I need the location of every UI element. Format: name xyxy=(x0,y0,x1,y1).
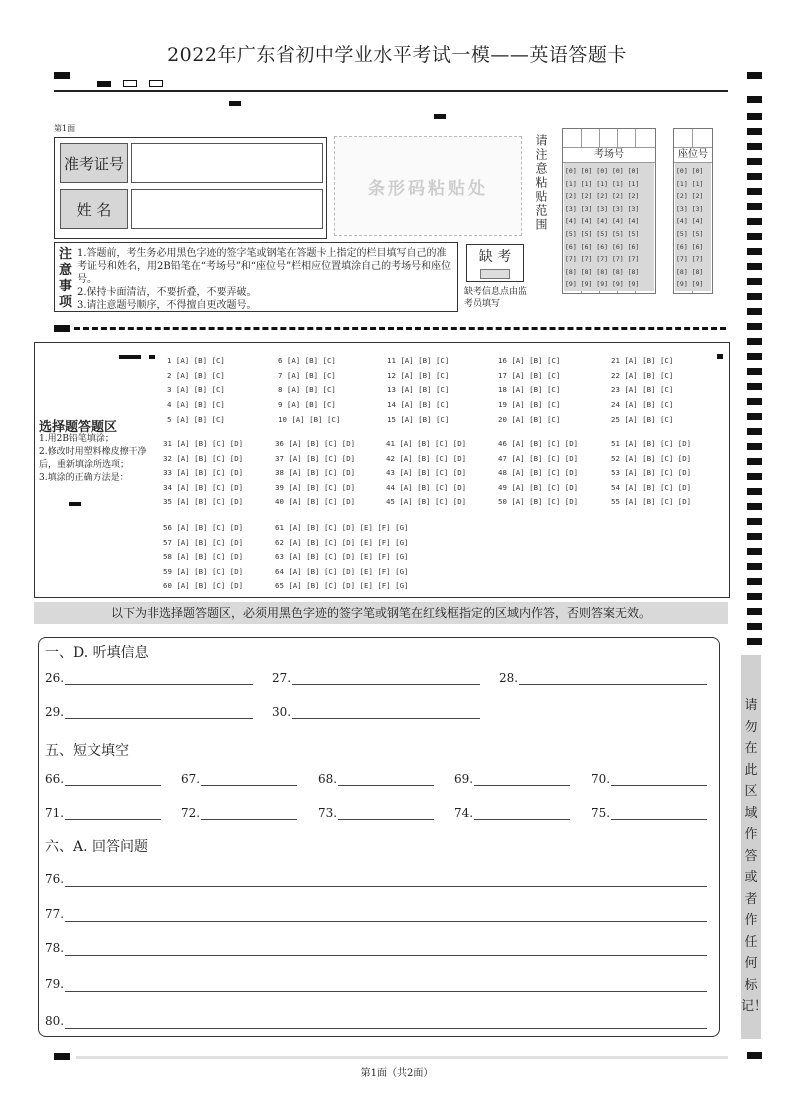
timing-mark xyxy=(747,248,762,255)
answer-line-78[interactable] xyxy=(65,955,707,956)
timing-mark xyxy=(747,398,762,405)
timing-mark xyxy=(747,533,762,540)
timing-mark xyxy=(119,355,141,359)
name-field[interactable] xyxy=(131,189,323,229)
answer-line-28[interactable] xyxy=(519,684,707,685)
bubble-group-10[interactable]: 51 [A] [B] [C] [D] 52 [A] [B] [C] [D] 53 [A] [B] [C] [D] 54 [A] [B] [C] [D] 55 [A] [B] [C] [D] xyxy=(611,439,692,506)
side-notice-strip xyxy=(741,655,768,1039)
timing-mark xyxy=(747,143,762,150)
timing-mark xyxy=(123,80,137,87)
timing-mark xyxy=(747,623,762,630)
seat-grid[interactable] xyxy=(673,128,713,294)
exam-no-field[interactable] xyxy=(131,143,323,183)
answer-line-67[interactable] xyxy=(201,785,297,786)
choice-area xyxy=(34,342,730,598)
answer-line-26[interactable] xyxy=(65,684,253,685)
absent-hint: 缺考信息点由监考员填写 xyxy=(464,287,528,309)
answer-line-75[interactable] xyxy=(611,819,707,820)
section-heading: 一、D. 听填信息 xyxy=(45,645,149,661)
timing-mark xyxy=(747,218,762,225)
timing-mark xyxy=(97,81,111,87)
seat-bubbles[interactable]: [0] [0] [1] [1] [2] [2] [3] [3] [4] [4] [5] [5] [6] [6] [7] [7] [8] [8] [9] [9] xyxy=(675,163,711,291)
timing-mark xyxy=(747,548,762,555)
section-heading: 五、短文填空 xyxy=(45,743,129,759)
bubble-group-9[interactable]: 46 [A] [B] [C] [D] 47 [A] [B] [C] [D] 48 [A] [B] [C] [D] 49 [A] [B] [C] [D] 50 [A] [B] [C] [D] xyxy=(498,439,579,506)
answer-area: 一、D. 听填信息 26. 27. 28. 29. 30. 五、短文填空 66. 67. 68. 69. 70. 71. 72. 73. 74. 75. 六、A. 回答问题 76. 77. 78. 79. 80. xyxy=(38,637,720,1037)
answer-line-72[interactable] xyxy=(201,819,297,820)
answer-line-76[interactable] xyxy=(65,886,707,887)
timing-mark xyxy=(747,428,762,435)
timing-mark xyxy=(747,323,762,330)
timing-mark xyxy=(747,203,762,210)
exam-room-label: 考场号 xyxy=(563,147,655,163)
answer-line-68[interactable] xyxy=(338,785,434,786)
answer-line-79[interactable] xyxy=(65,991,707,992)
notes-box xyxy=(54,242,458,312)
bubble-group-7[interactable]: 36 [A] [B] [C] [D] 37 [A] [B] [C] [D] 38 [A] [B] [C] [D] 39 [A] [B] [C] [D] 40 [A] [B] [C] [D] xyxy=(275,439,356,506)
name-label: 姓 名 xyxy=(60,189,128,229)
timing-mark xyxy=(747,368,762,375)
absent-label: 缺 考 xyxy=(478,249,512,265)
timing-mark xyxy=(54,1053,70,1060)
timing-mark xyxy=(747,473,762,480)
bubble-group-8[interactable]: 41 [A] [B] [C] [D] 42 [A] [B] [C] [D] 43 [A] [B] [C] [D] 44 [A] [B] [C] [D] 45 [A] [B] [C] [D] xyxy=(386,439,467,506)
answer-line-69[interactable] xyxy=(474,785,570,786)
bubble-group-3[interactable]: 11 [A] [B] [C] 12 [A] [B] [C] 13 [A] [B] [C] 14 [A] [B] [C] 15 [A] [B] [C] xyxy=(387,356,450,424)
timing-mark xyxy=(717,354,723,359)
timing-mark xyxy=(747,353,762,360)
exam-room-bubbles[interactable]: [0] [0] [0] [0] [0] [1] [1] [1] [1] [1] [2] [2] [2] [2] [2] [3] [3] [3] [3] [3] [4] [4] [4] [4] [4] [5] [5] [5] [5] [5] [6] [6] [6] [6] [6] [7] [7] [7] [7] [7] [8] [8] [8] [8] [8] [9] [9] [9] [9] [9] xyxy=(564,163,654,291)
bubble-group-2[interactable]: 6 [A] [B] [C] 7 [A] [B] [C] 8 [A] [B] [C] 9 [A] [B] [C] 10 [A] [B] [C] xyxy=(278,356,341,424)
timing-mark xyxy=(747,72,762,79)
timing-mark xyxy=(747,578,762,585)
answer-line-27[interactable] xyxy=(292,684,480,685)
timing-mark xyxy=(747,1052,762,1059)
timing-mark xyxy=(54,72,70,79)
timing-mark xyxy=(54,325,70,332)
fill-example xyxy=(69,502,81,506)
bubble-group-12[interactable]: 61 [A] [B] [C] [D] [E] [F] [G] 62 [A] [B] [C] [D] [E] [F] [G] 63 [A] [B] [C] [D] [E] [F] [G] 64 [A] [B] [C] [D] [E] [F] [G] 65 [A] [B] [C] [D] [E] [F] [G] xyxy=(275,523,409,590)
timing-mark xyxy=(149,80,163,87)
timing-mark xyxy=(747,233,762,240)
choice-instructions: 1.用2B铅笔填涂； 2.修改时用塑料橡皮擦干净后，重新填涂所选项； 3.填涂的正确方法是： xyxy=(39,434,147,483)
bubble-group-1[interactable]: 1 [A] [B] [C] 2 [A] [B] [C] 3 [A] [B] [C] 4 [A] [B] [C] 5 [A] [B] [C] xyxy=(167,356,225,424)
timing-mark xyxy=(747,458,762,465)
answer-line-30[interactable] xyxy=(292,718,480,719)
timing-mark xyxy=(747,518,762,525)
notes-heading: 注意事项 xyxy=(59,247,73,310)
timing-mark xyxy=(747,443,762,450)
seat-label: 座位号 xyxy=(674,147,712,163)
timing-mark xyxy=(149,355,155,359)
absent-box xyxy=(466,244,524,282)
answer-line-77[interactable] xyxy=(65,921,707,922)
notes-line: 1.答题前，考生务必用黑色字迹的签字笔或钢笔在答题卡上指定的栏目填写自己的准考证号和姓名，用2B铅笔在“考场号”和“座位号”栏相应位置填涂自己的考场号和座位号。 xyxy=(77,248,452,285)
timing-mark xyxy=(229,101,241,106)
timing-mark xyxy=(747,293,762,300)
answer-line-73[interactable] xyxy=(338,819,434,820)
page-footer: 第1面（共2面） xyxy=(360,1068,434,1079)
answer-line-80[interactable] xyxy=(65,1028,707,1029)
timing-mark xyxy=(747,96,762,103)
timing-mark xyxy=(747,383,762,390)
timing-mark xyxy=(747,608,762,615)
bottom-rule xyxy=(76,1056,728,1059)
timing-mark xyxy=(747,113,762,120)
answer-line-66[interactable] xyxy=(65,785,161,786)
timing-mark xyxy=(747,563,762,570)
cut-line xyxy=(74,327,726,330)
timing-mark xyxy=(747,188,762,195)
timing-mark xyxy=(747,338,762,345)
answer-line-74[interactable] xyxy=(474,819,570,820)
candidate-info xyxy=(54,137,327,239)
timing-mark xyxy=(747,593,762,600)
bubble-group-5[interactable]: 21 [A] [B] [C] 22 [A] [B] [C] 23 [A] [B] [C] 24 [A] [B] [C] 25 [A] [B] [C] xyxy=(611,356,674,424)
section-heading: 六、A. 回答问题 xyxy=(45,839,149,855)
non-choice-banner: 以下为非选择题答题区，必须用黑色字迹的签字笔或钢笔在红线框指定的区域内作答，否则答案无效。 xyxy=(34,602,728,624)
timing-mark xyxy=(747,503,762,510)
timing-mark xyxy=(747,413,762,420)
bubble-group-4[interactable]: 16 [A] [B] [C] 17 [A] [B] [C] 18 [A] [B] [C] 19 [A] [B] [C] 20 [A] [B] [C] xyxy=(498,356,561,424)
exam-no-label: 准考证号 xyxy=(60,143,128,183)
page-title: 2022年广东省初中学业水平考试一模——英语答题卡 xyxy=(167,44,627,66)
choice-title: 选择题答题区 xyxy=(39,420,118,435)
side-notice: 请勿在此区域作答或者作任何标记！ xyxy=(741,698,768,1014)
timing-mark xyxy=(747,308,762,315)
answer-line-29[interactable] xyxy=(65,718,253,719)
notes-line: 2.保持卡面清洁，不要折叠，不要弄破。 xyxy=(77,287,257,298)
answer-line-70[interactable] xyxy=(611,785,707,786)
timing-mark xyxy=(747,488,762,495)
timing-mark xyxy=(747,278,762,285)
exam-room-grid[interactable] xyxy=(562,128,656,294)
bubble-group-11[interactable]: 56 [A] [B] [C] [D] 57 [A] [B] [C] [D] 58 [A] [B] [C] [D] 59 [A] [B] [C] [D] 60 [A] [B] [C] [D] xyxy=(163,523,244,590)
answer-line-71[interactable] xyxy=(65,819,161,820)
top-rule xyxy=(54,90,728,92)
absent-bubble[interactable] xyxy=(480,269,510,279)
timing-mark xyxy=(747,158,762,165)
notes-line: 3.请注意题号顺序，不得擅自更改题号。 xyxy=(77,300,257,311)
paste-hint: 请注意粘贴范围 xyxy=(534,134,548,232)
timing-mark xyxy=(747,173,762,180)
barcode-area: 条形码粘贴处 xyxy=(334,136,522,236)
timing-mark xyxy=(747,638,762,645)
timing-mark xyxy=(434,114,446,119)
bubble-group-6[interactable]: 31 [A] [B] [C] [D] 32 [A] [B] [C] [D] 33 [A] [B] [C] [D] 34 [A] [B] [C] [D] 35 [A] [B] [C] [D] xyxy=(163,439,244,506)
page-label: 第1面 xyxy=(54,124,76,133)
timing-mark xyxy=(747,263,762,270)
timing-mark xyxy=(747,128,762,135)
